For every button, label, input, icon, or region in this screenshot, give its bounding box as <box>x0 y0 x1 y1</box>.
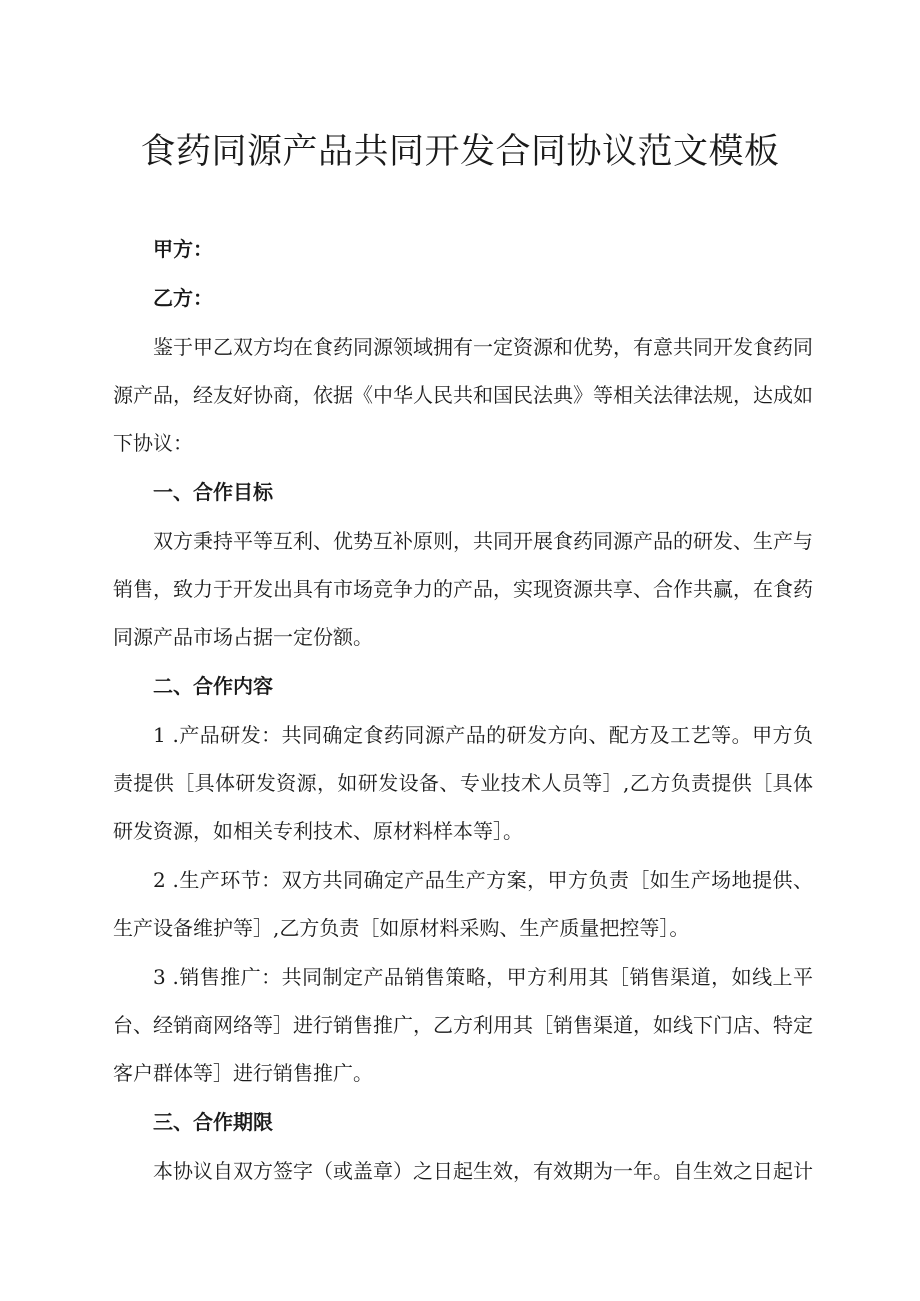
section-paragraph: 本协议自双方签字（或盖章）之日起生效，有效期为一年。自生效之日起计 <box>153 1159 813 1183</box>
section-paragraph: 双方秉持平等互利、优势互补原则，共同开展食药同源产品的研发、生产与销售，致力于开发出具有市场竞争力的产品，实现资源共享、合作共赢，在食药同源产品市场占据一定份额。 <box>113 529 813 649</box>
section-heading-term: 三、合作期限 <box>153 1110 273 1134</box>
section-paragraph: 2 .生产环节：双方共同确定产品生产方案，甲方负责［如生产场地提供、生产设备维护等］,乙方负责［如原材料采购、生产质量把控等］。 <box>113 868 813 940</box>
section-paragraph: 3 .销售推广：共同制定产品销售策略，甲方利用其［销售渠道，如线上平台、经销商网络等］进行销售推广，乙方利用其［销售渠道，如线下门店、特定客户群体等］进行销售推广。 <box>113 965 813 1085</box>
party-a-label: 甲方： <box>153 237 213 261</box>
section-heading-content: 二、合作内容 <box>153 674 273 698</box>
document-title: 食药同源产品共同开发合同协议范文模板 <box>140 132 780 172</box>
intro-paragraph: 鉴于甲乙双方均在食药同源领域拥有一定资源和优势，有意共同开发食药同源产品，经友好协商，依据《中华人民共和国民法典》等相关法律法规，达成如下协议： <box>113 335 813 455</box>
party-b-label: 乙方： <box>153 286 213 310</box>
section-heading-goals: 一、合作目标 <box>153 480 273 504</box>
document-body <box>113 225 813 1195</box>
section-paragraph: 1 .产品研发：共同确定食药同源产品的研发方向、配方及工艺等。甲方负责提供［具体研发资源，如研发设备、专业技术人员等］,乙方负责提供［具体研发资源，如相关专利技术、原材料样本等］。 <box>113 723 813 843</box>
